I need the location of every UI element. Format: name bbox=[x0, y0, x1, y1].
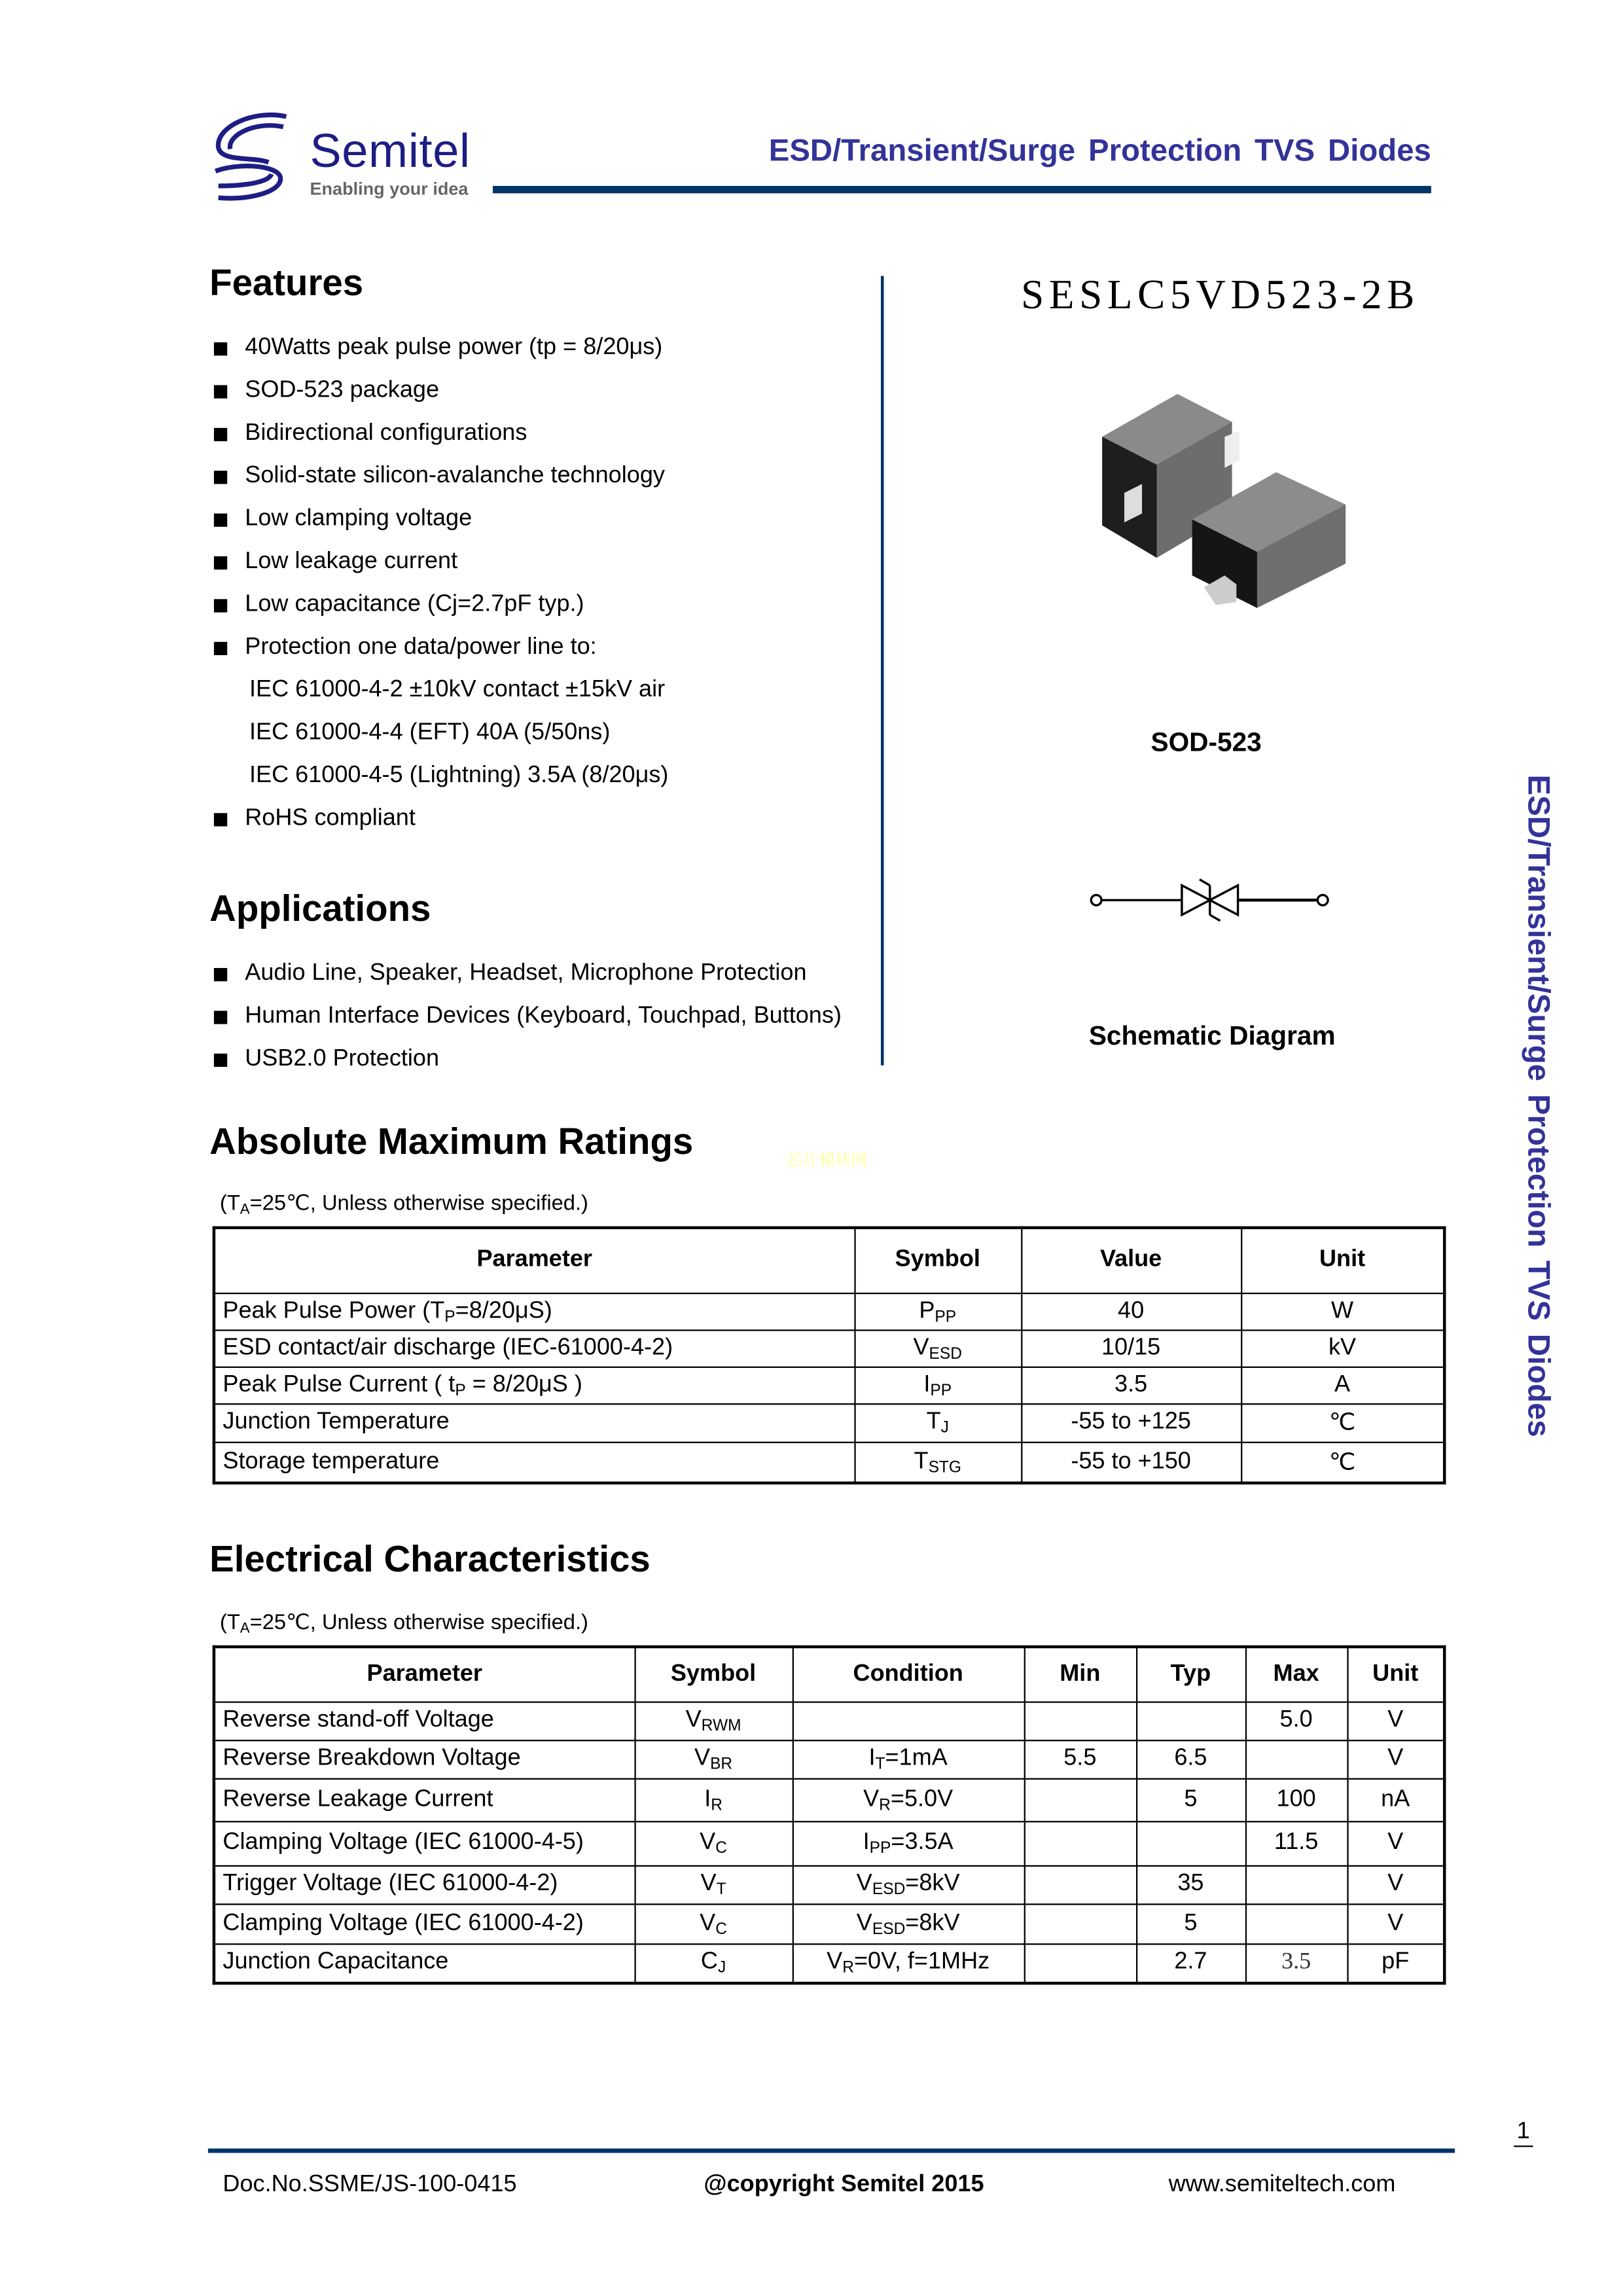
subscript: P bbox=[444, 1308, 455, 1326]
applications-item: Human Interface Devices (Keyboard, Touchpad, Buttons) bbox=[209, 1002, 842, 1045]
table-cell bbox=[214, 1367, 854, 1403]
table-row bbox=[214, 1821, 1444, 1865]
text-segment: Peak Pulse Power (T bbox=[223, 1297, 445, 1323]
subscript: R bbox=[879, 1796, 891, 1814]
table-cell bbox=[793, 1865, 1024, 1904]
table-cell bbox=[634, 1701, 792, 1740]
text-segment: V bbox=[827, 1949, 843, 1975]
table-cell bbox=[214, 1943, 635, 1983]
table-cell bbox=[214, 1701, 635, 1740]
text-segment: 6.5 bbox=[1174, 1746, 1207, 1771]
bidirectional-tvs-schematic-icon bbox=[1084, 874, 1335, 927]
table-cell bbox=[1347, 1903, 1444, 1943]
text-segment: A bbox=[1334, 1371, 1351, 1397]
table-cell bbox=[214, 1903, 635, 1943]
footer-divider bbox=[208, 2149, 1455, 2153]
text-segment: I bbox=[704, 1786, 711, 1812]
applications-heading: Applications bbox=[209, 888, 431, 930]
subscript: T bbox=[716, 1880, 726, 1899]
column-header: Condition bbox=[793, 1647, 1024, 1701]
features-item: IEC 61000-4-5 (Lightning) 3.5A (8/20μs) bbox=[249, 762, 669, 788]
features-item: Low capacitance (Cj=2.7pF typ.) bbox=[209, 590, 668, 633]
column-header: Value bbox=[1021, 1228, 1241, 1293]
subscript: A bbox=[240, 1202, 250, 1219]
column-header: Parameter bbox=[214, 1647, 635, 1701]
subscript: ESD bbox=[872, 1920, 906, 1938]
package-caption: SOD-523 bbox=[1150, 727, 1262, 757]
features-item: SOD-523 package bbox=[209, 376, 668, 419]
subscript: PP bbox=[935, 1308, 957, 1326]
subscript: PP bbox=[869, 1839, 891, 1857]
subscript: STG bbox=[928, 1458, 961, 1477]
column-header: Unit bbox=[1347, 1647, 1444, 1701]
features-item: IEC 61000-4-2 ±10kV contact ±15kV air bbox=[249, 677, 666, 703]
features-item: 40Watts peak pulse power (tp = 8/20μs) bbox=[209, 334, 668, 376]
text-segment: ℃ bbox=[1329, 1450, 1356, 1475]
subscript: T bbox=[875, 1755, 885, 1774]
table-cell bbox=[634, 1821, 792, 1865]
text-segment: 100 bbox=[1276, 1786, 1316, 1812]
table-cell bbox=[634, 1865, 792, 1904]
text-segment: -55 to +125 bbox=[1071, 1409, 1191, 1435]
text-segment: I bbox=[863, 1829, 870, 1855]
text-segment: = 8/20μS ) bbox=[465, 1371, 582, 1397]
subscript: A bbox=[240, 1621, 250, 1638]
text-segment: Clamping Voltage (IEC 61000-4-5) bbox=[223, 1829, 584, 1855]
table-cell bbox=[634, 1740, 792, 1778]
elec-heading: Electrical Characteristics bbox=[209, 1539, 651, 1581]
text-segment: 5 bbox=[1184, 1910, 1198, 1935]
brand-name: Semitel bbox=[310, 124, 471, 177]
abs-max-heading: Absolute Maximum Ratings bbox=[209, 1121, 694, 1163]
table-cell bbox=[1241, 1329, 1444, 1366]
table-cell bbox=[1136, 1821, 1245, 1865]
features-item: Bidirectional configurations bbox=[209, 419, 668, 461]
text-segment: Reverse stand-off Voltage bbox=[223, 1707, 494, 1732]
subscript: J bbox=[717, 1959, 726, 1978]
table-cell bbox=[634, 1943, 792, 1983]
column-header: Min bbox=[1024, 1647, 1136, 1701]
text-segment: V bbox=[685, 1707, 702, 1732]
text-segment: Peak Pulse Current ( t bbox=[223, 1371, 455, 1397]
subscript: RWM bbox=[701, 1717, 741, 1735]
text-segment: Storage temperature bbox=[223, 1448, 440, 1474]
features-item: Low clamping voltage bbox=[209, 505, 668, 547]
table-cell bbox=[1024, 1821, 1136, 1865]
table-cell bbox=[214, 1778, 635, 1821]
semitel-logo-icon bbox=[209, 112, 292, 204]
text-segment: I bbox=[868, 1746, 876, 1771]
watermark: 芯片模块网 bbox=[786, 1152, 868, 1170]
table-cell bbox=[1245, 1903, 1347, 1943]
table-cell bbox=[214, 1740, 635, 1778]
features-item: Solid-state silicon-avalanche technology bbox=[209, 462, 668, 505]
features-item: Protection one data/power line to: bbox=[209, 633, 668, 675]
brand-tagline: Enabling your idea bbox=[310, 178, 469, 200]
doc-number: Doc.No.SSME/JS-100-0415 bbox=[223, 2172, 517, 2198]
column-header: Max bbox=[1245, 1647, 1347, 1701]
abs-max-note bbox=[219, 1192, 588, 1219]
text-segment: =1mA bbox=[885, 1746, 948, 1771]
table-cell bbox=[1021, 1367, 1241, 1403]
page-number: 1 bbox=[1514, 2119, 1533, 2147]
table-cell bbox=[1241, 1293, 1444, 1329]
text-segment: T bbox=[926, 1409, 941, 1435]
text-segment: =25℃, Unless otherwise specified.) bbox=[249, 1192, 588, 1216]
table-cell bbox=[1245, 1701, 1347, 1740]
header-row bbox=[214, 1228, 1444, 1293]
text-segment: Reverse Leakage Current bbox=[223, 1786, 493, 1812]
subscript: R bbox=[842, 1959, 854, 1978]
table-cell bbox=[214, 1442, 854, 1483]
table-row bbox=[214, 1903, 1444, 1943]
table-cell bbox=[1024, 1778, 1136, 1821]
text-segment: 11.5 bbox=[1274, 1829, 1319, 1855]
elec-char-table bbox=[213, 1645, 1446, 1985]
table-cell bbox=[1347, 1943, 1444, 1983]
text-segment: (T bbox=[219, 1611, 240, 1636]
table-cell bbox=[1021, 1293, 1241, 1329]
copyright: @copyright Semitel 2015 bbox=[704, 2172, 984, 2198]
column-header: Symbol bbox=[634, 1647, 792, 1701]
table-row bbox=[214, 1701, 1444, 1740]
sod523-package-image bbox=[1092, 387, 1357, 615]
table-row bbox=[214, 1865, 1444, 1904]
text-segment: V bbox=[913, 1335, 929, 1360]
table-row bbox=[214, 1329, 1444, 1366]
text-segment: I bbox=[923, 1371, 931, 1397]
subscript: C bbox=[715, 1920, 727, 1938]
table-cell bbox=[1024, 1740, 1136, 1778]
column-header: Unit bbox=[1241, 1228, 1444, 1293]
features-heading: Features bbox=[209, 262, 364, 304]
text-segment: =0V, f=1MHz bbox=[853, 1949, 990, 1975]
text-segment: =8kV bbox=[905, 1871, 960, 1897]
text-segment: Clamping Voltage (IEC 61000-4-2) bbox=[223, 1910, 584, 1935]
column-header: Symbol bbox=[854, 1228, 1021, 1293]
header-divider bbox=[493, 186, 1431, 193]
table-cell bbox=[1136, 1943, 1245, 1983]
subscript: BR bbox=[710, 1755, 733, 1774]
header-row bbox=[214, 1647, 1444, 1701]
text-segment: Trigger Voltage (IEC 61000-4-2) bbox=[223, 1871, 558, 1897]
table-cell bbox=[634, 1903, 792, 1943]
text-segment: 2.7 bbox=[1174, 1949, 1207, 1975]
table-cell bbox=[634, 1778, 792, 1821]
column-header: Parameter bbox=[214, 1228, 854, 1293]
text-segment: Junction Capacitance bbox=[223, 1949, 449, 1975]
text-segment: 3.5 bbox=[1115, 1371, 1148, 1397]
schematic-caption: Schematic Diagram bbox=[1088, 1021, 1336, 1051]
table-cell bbox=[1347, 1778, 1444, 1821]
table-cell bbox=[214, 1403, 854, 1442]
text-segment: =3.5A bbox=[891, 1829, 954, 1855]
table-cell bbox=[1347, 1740, 1444, 1778]
column-header: Typ bbox=[1136, 1647, 1245, 1701]
subscript: J bbox=[940, 1419, 949, 1437]
table-cell bbox=[1021, 1403, 1241, 1442]
features-item: Low leakage current bbox=[209, 547, 668, 590]
text-segment: 35 bbox=[1177, 1871, 1204, 1897]
table-cell bbox=[1024, 1701, 1136, 1740]
table-cell bbox=[854, 1329, 1021, 1366]
table-cell bbox=[1347, 1865, 1444, 1904]
header-title: ESD/Transient/Surge Protection TVS Diodes bbox=[768, 134, 1431, 169]
table-cell bbox=[1241, 1403, 1444, 1442]
table-cell bbox=[1024, 1865, 1136, 1904]
table-cell bbox=[1136, 1740, 1245, 1778]
table-cell bbox=[854, 1367, 1021, 1403]
text-segment: -55 to +150 bbox=[1071, 1448, 1191, 1474]
column-divider bbox=[881, 276, 884, 1066]
subscript: C bbox=[715, 1839, 727, 1857]
text-segment: V bbox=[700, 1829, 716, 1855]
table-cell bbox=[793, 1701, 1024, 1740]
text-segment: 10/15 bbox=[1101, 1335, 1161, 1360]
table-row bbox=[214, 1442, 1444, 1483]
text-segment: =8kV bbox=[905, 1910, 960, 1935]
features-item: RoHS compliant bbox=[209, 804, 668, 847]
text-segment: =8/20μS) bbox=[455, 1297, 552, 1323]
table-cell bbox=[793, 1821, 1024, 1865]
table-row bbox=[214, 1403, 1444, 1442]
text-segment: T bbox=[914, 1448, 929, 1474]
text-segment: Reverse Breakdown Voltage bbox=[223, 1746, 521, 1771]
table-row bbox=[214, 1293, 1444, 1329]
table-cell bbox=[1136, 1701, 1245, 1740]
features-item: IEC 61000-4-4 (EFT) 40A (5/50ns) bbox=[249, 720, 611, 745]
table-cell bbox=[214, 1329, 854, 1366]
text-segment: kV bbox=[1329, 1335, 1357, 1360]
table-cell bbox=[1347, 1821, 1444, 1865]
table-cell bbox=[1021, 1329, 1241, 1366]
text-segment: W bbox=[1331, 1297, 1354, 1323]
text-segment: V bbox=[856, 1871, 872, 1897]
table-row bbox=[214, 1943, 1444, 1983]
text-segment: 5.0 bbox=[1279, 1707, 1313, 1732]
table-cell bbox=[1241, 1442, 1444, 1483]
table-row bbox=[214, 1367, 1444, 1403]
text-segment: Junction Temperature bbox=[223, 1409, 450, 1435]
text-segment: nA bbox=[1381, 1786, 1410, 1812]
text-segment: 3.5 bbox=[1281, 1949, 1311, 1975]
table-cell bbox=[1136, 1865, 1245, 1904]
text-segment: =25℃, Unless otherwise specified.) bbox=[249, 1611, 588, 1636]
text-segment: 5.5 bbox=[1063, 1746, 1097, 1771]
table-row bbox=[214, 1740, 1444, 1778]
table-cell bbox=[854, 1293, 1021, 1329]
text-segment: V bbox=[1387, 1910, 1404, 1935]
text-segment: ℃ bbox=[1329, 1410, 1356, 1436]
table-cell bbox=[793, 1903, 1024, 1943]
applications-list bbox=[209, 959, 842, 1087]
abs-max-table bbox=[213, 1227, 1446, 1485]
table-cell bbox=[1245, 1865, 1347, 1904]
text-segment: V bbox=[856, 1910, 872, 1935]
features-list bbox=[209, 334, 668, 848]
table-cell bbox=[1347, 1701, 1444, 1740]
table-cell bbox=[1024, 1943, 1136, 1983]
text-segment: ESD contact/air discharge (IEC-61000-4-2) bbox=[223, 1335, 673, 1360]
table-cell bbox=[793, 1740, 1024, 1778]
website: www.semiteltech.com bbox=[1168, 2172, 1396, 2198]
elec-note bbox=[219, 1611, 588, 1638]
part-number: SESLC5VD523-2B bbox=[1021, 273, 1420, 319]
subscript: ESD bbox=[872, 1880, 906, 1899]
table-cell bbox=[1021, 1442, 1241, 1483]
table-cell bbox=[1024, 1903, 1136, 1943]
text-segment: pF bbox=[1382, 1949, 1410, 1975]
table-cell bbox=[854, 1442, 1021, 1483]
text-segment: V bbox=[1387, 1871, 1404, 1897]
table-cell bbox=[1245, 1740, 1347, 1778]
table-cell bbox=[1245, 1943, 1347, 1983]
table-cell bbox=[214, 1821, 635, 1865]
text-segment: V bbox=[1387, 1707, 1404, 1732]
table-cell bbox=[1245, 1778, 1347, 1821]
subscript: ESD bbox=[929, 1344, 963, 1363]
text-segment: V bbox=[863, 1786, 880, 1812]
text-segment: =5.0V bbox=[890, 1786, 954, 1812]
table-row bbox=[214, 1778, 1444, 1821]
table-cell bbox=[793, 1943, 1024, 1983]
table-cell bbox=[214, 1865, 635, 1904]
table-cell bbox=[1245, 1821, 1347, 1865]
text-segment: V bbox=[1387, 1746, 1404, 1771]
table-cell bbox=[1136, 1903, 1245, 1943]
table-cell bbox=[1136, 1778, 1245, 1821]
table-cell bbox=[214, 1293, 854, 1329]
applications-item: Audio Line, Speaker, Headset, Microphone Protection bbox=[209, 959, 842, 1001]
subscript: PP bbox=[930, 1381, 952, 1399]
text-segment: 40 bbox=[1118, 1297, 1145, 1323]
text-segment: (T bbox=[219, 1192, 240, 1216]
text-segment: V bbox=[700, 1871, 717, 1897]
text-segment: P bbox=[919, 1297, 935, 1323]
text-segment: C bbox=[700, 1949, 718, 1975]
table-cell bbox=[1241, 1367, 1444, 1403]
text-segment: 5 bbox=[1184, 1786, 1198, 1812]
text-segment: V bbox=[694, 1746, 711, 1771]
subscript: P bbox=[455, 1381, 466, 1399]
table-cell bbox=[854, 1403, 1021, 1442]
text-segment: V bbox=[1387, 1829, 1404, 1855]
subscript: R bbox=[711, 1796, 722, 1814]
text-segment: V bbox=[700, 1910, 716, 1935]
side-title: ESD/Transient/Surge Protection TVS Diodes bbox=[1521, 774, 1556, 1437]
table-cell bbox=[793, 1778, 1024, 1821]
applications-item: USB2.0 Protection bbox=[209, 1045, 842, 1087]
